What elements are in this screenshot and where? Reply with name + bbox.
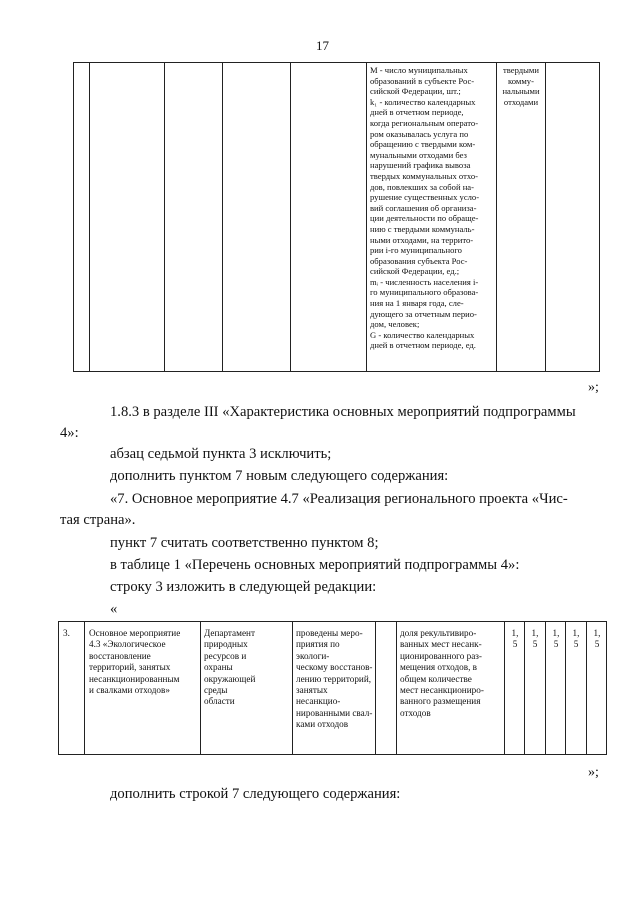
indicator-line: общем количестве: [400, 673, 472, 684]
description-line: нию с твердыми коммуналь-: [370, 223, 475, 234]
continuation-table: [73, 62, 600, 372]
page-number: 17: [316, 38, 329, 53]
paragraph-1-line-1: 1.8.3 в разделе III «Характеристика основных мероприятий подпрограммы: [110, 404, 576, 420]
object-line: отходами: [503, 96, 539, 107]
paragraph-2: абзац седьмой пункта 3 исключить;: [110, 446, 332, 462]
paragraph-4-line-2: тая страна».: [60, 512, 136, 528]
paragraph-3: дополнить пунктом 7 новым следующего содержания:: [110, 468, 449, 484]
paragraph-6: в таблице 1 «Перечень основных мероприятий подпрограммы 4»:: [110, 557, 520, 573]
activity-cell: [89, 628, 199, 696]
description-line: нарушений графика вывоза: [370, 160, 471, 171]
description-line: mᵢ - численность населения i-: [370, 276, 479, 287]
description-line: дней в отчетном периоде,: [370, 107, 464, 118]
executor-line: Департамент: [204, 628, 255, 638]
object-line: нальными: [502, 86, 540, 97]
indicator-line: ционированного раз-: [400, 650, 482, 661]
activities-table-row: [58, 621, 607, 755]
value-cell-5: 1, 5: [593, 628, 601, 650]
activity-line: и свалками отходов»: [89, 685, 170, 696]
indicator-line: мещения отходов, в: [400, 662, 477, 673]
object-line: комму-: [508, 75, 534, 86]
executor-line: природных: [204, 639, 248, 650]
object-line: твердыми: [503, 65, 539, 75]
close-quote-2: »;: [588, 765, 599, 780]
activity-line: несанкционированным: [89, 673, 180, 684]
description-line: дней в отчетном периоде, ед.: [370, 340, 476, 351]
paragraph-7: строку 3 изложить в следующей редакции:: [110, 579, 377, 595]
executor-line: области: [204, 696, 235, 707]
object-cell: [497, 65, 545, 107]
value-cell-2: 1, 5: [531, 628, 539, 650]
close-quote: »;: [588, 380, 599, 395]
executor-line: ресурсов и: [204, 650, 247, 661]
executor-cell: [204, 628, 290, 708]
result-line: занятых несанкцио-: [296, 685, 341, 707]
result-cell: [296, 628, 374, 731]
description-line: ния на 1 января года, сле-: [370, 298, 464, 309]
description-line: мунальными отходами без: [370, 149, 467, 160]
paragraph-4-line-1: «7. Основное мероприятие 4.7 «Реализация регионального проекта «Чис-: [110, 491, 568, 507]
row-number: 3.: [63, 628, 70, 638]
result-line: ками отходов: [296, 719, 349, 730]
value-cell-3: 1, 5: [552, 628, 560, 650]
description-line: рушение существенных усло-: [370, 192, 480, 203]
description-line: образования субъекта Рос-: [370, 255, 468, 266]
value-cell-1: 1, 5: [511, 628, 519, 650]
description-line: вий соглашения об организа-: [370, 202, 477, 213]
final-paragraph: дополнить строкой 7 следующего содержания:: [110, 786, 401, 802]
value-cell-4: 1, 5: [572, 628, 580, 650]
paragraph-1-line-2: 4»:: [60, 425, 79, 441]
result-line: приятия по экологи-: [296, 639, 340, 661]
description-line: ром оказывалась услуга по: [370, 128, 469, 139]
executor-line: среды: [204, 685, 228, 696]
activity-line: восстановление: [89, 650, 151, 661]
formula-description: [370, 65, 496, 351]
indicator-line: доля рекультивиро-: [400, 628, 477, 638]
indicator-line: мест несанкциониро-: [400, 685, 484, 696]
activity-line: территорий, занятых: [89, 662, 171, 673]
description-line: когда региональным операто-: [370, 117, 479, 128]
result-line: проведены меро-: [296, 628, 363, 638]
description-line: сийской Федерации, шт.;: [370, 86, 461, 97]
description-line: образований в субъекте Рос-: [370, 75, 475, 86]
indicator-line: отходов: [400, 707, 431, 718]
executor-line: окружающей: [204, 673, 256, 684]
indicator-line: ванных мест несанк-: [400, 639, 482, 650]
indicator-cell: [400, 628, 504, 719]
description-line: обращению с твердыми ком-: [370, 139, 476, 150]
result-line: нированными свал-: [296, 707, 373, 718]
description-line: ции деятельности по обраще-: [370, 213, 479, 224]
activity-line: 4.3 «Экологическое: [89, 639, 166, 650]
indicator-line: ванного размещения: [400, 696, 481, 707]
description-line: k₁ - количество календарных: [370, 96, 476, 107]
description-line: твердых коммунальных отхо-: [370, 170, 478, 181]
description-line: дов, повлекших за собой на-: [370, 181, 474, 192]
executor-line: охраны: [204, 662, 233, 673]
open-quote: «: [110, 601, 118, 617]
description-line: дующего за отчетным перио-: [370, 308, 477, 319]
description-line: дом, человек;: [370, 319, 420, 330]
description-line: M - число муниципальных: [370, 65, 468, 75]
description-line: ными отходами, на террито-: [370, 234, 474, 245]
result-line: ческому восстанов-: [296, 662, 373, 673]
description-line: сийской Федерации, ед.;: [370, 266, 460, 277]
description-line: G - количество календарных: [370, 329, 475, 340]
activity-line: Основное мероприятие: [89, 628, 181, 638]
description-line: рии i-го муниципального: [370, 245, 462, 256]
description-line: го муниципального образова-: [370, 287, 479, 298]
paragraph-5: пункт 7 считать соответственно пунктом 8;: [110, 535, 379, 551]
result-line: лению территорий,: [296, 673, 372, 684]
